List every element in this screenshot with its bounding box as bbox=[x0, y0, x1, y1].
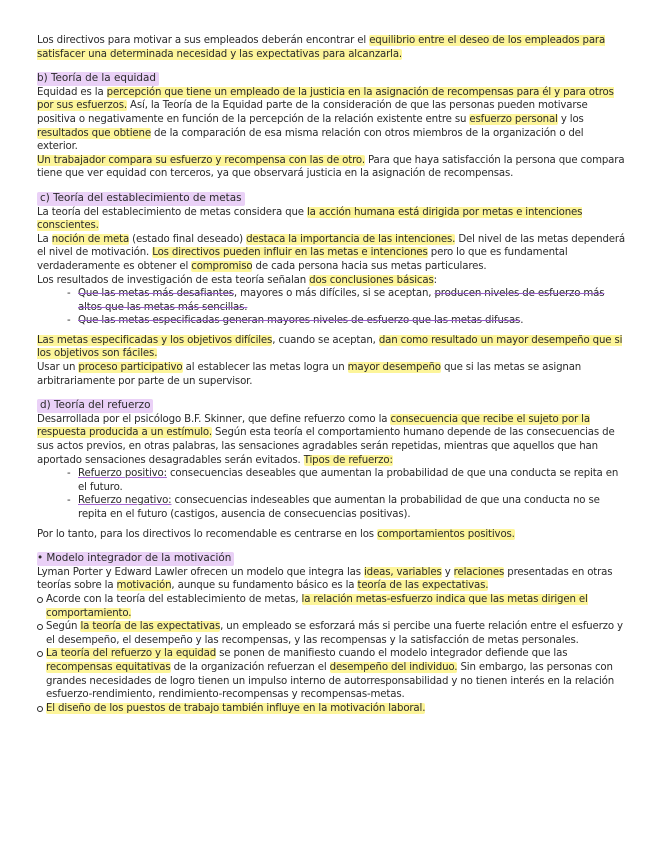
text: , aunque su fundamento básico es la bbox=[171, 580, 358, 592]
equidad-paragraph-1 bbox=[37, 86, 627, 154]
bullet-circle-icon bbox=[37, 651, 43, 657]
highlight: El diseño de los puestos de trabajo también influye en la motivación laboral. bbox=[46, 702, 426, 714]
bullet-circle-icon bbox=[37, 597, 43, 603]
refuerzo-paragraph-2 bbox=[37, 528, 627, 542]
text: Usar un bbox=[37, 362, 79, 374]
list-item bbox=[37, 287, 627, 314]
bullet-item bbox=[37, 593, 627, 620]
highlight: compromiso bbox=[191, 260, 253, 272]
text: La teoría del establecimiento de metas considera que bbox=[37, 206, 307, 218]
metas-paragraph-2 bbox=[37, 233, 627, 274]
text: Sin embargo, las personas con grandes necesidades de logro tienen un impulso interno de autorresponsabilidad y no tienen interés en la relación esfuerzo-rendimiento, rendimiento-recompensas y recompensas-metas. bbox=[46, 661, 615, 701]
metas-paragraph-3 bbox=[37, 274, 627, 288]
text: Lyman Porter y Edward Lawler ofrecen un modelo que integra las bbox=[37, 566, 364, 578]
list-item bbox=[37, 314, 627, 328]
text: Equidad es la bbox=[37, 86, 107, 98]
highlight: recompensas equitativas bbox=[46, 661, 171, 673]
section-heading-modelo: • Modelo integrador de la motivación bbox=[37, 552, 234, 566]
bullet-circle-icon bbox=[37, 624, 43, 630]
refuerzo-paragraph-1 bbox=[37, 413, 627, 467]
text: se ponen de manifiesto cuando el modelo integrador defiende que las bbox=[216, 648, 568, 660]
highlight: proceso participativo bbox=[78, 362, 183, 374]
highlight: percepción que tiene un empleado de la justicia en la asignación de recompensas para él y para otros por sus esfuerzos. bbox=[37, 86, 614, 112]
section-heading-metas: c) Teoría del establecimiento de metas bbox=[37, 192, 245, 206]
text: pero lo que es fundamental verdaderamente es obtener el bbox=[37, 247, 568, 272]
underlined-term: Refuerzo positivo: bbox=[78, 468, 167, 480]
highlight: resultados que obtiene bbox=[37, 127, 151, 139]
text: de la organización refuerzan el bbox=[170, 661, 330, 673]
text: Los resultados de investigación de esta teoría señalan bbox=[37, 274, 310, 286]
dash-marker: - bbox=[67, 288, 71, 300]
text: y los bbox=[557, 113, 584, 125]
highlight: dan como resultado un mayor desempeño que si los objetivos son fáciles. bbox=[37, 334, 623, 360]
text: de cada persona hacia sus metas particulares. bbox=[252, 260, 487, 272]
text: (estado final deseado) bbox=[129, 233, 247, 245]
struck-text: producen niveles de esfuerzo más altos que las metas más sencillas. bbox=[78, 288, 605, 313]
text: presentadas en otras teorías sobre la bbox=[37, 566, 613, 592]
section-heading-equidad: b) Teoría de la equidad bbox=[37, 72, 159, 86]
highlight: teoría de las expectativas. bbox=[357, 580, 489, 592]
text: . bbox=[520, 315, 524, 327]
highlight: relaciones bbox=[453, 566, 505, 578]
bullet-item bbox=[37, 620, 627, 647]
dash-marker: - bbox=[67, 495, 71, 507]
highlight: consecuencia que recibe el sujeto por la respuesta producida a un estímulo. bbox=[37, 413, 590, 439]
highlight: comportamientos positivos. bbox=[377, 528, 515, 540]
highlight: la teoría de las expectativas bbox=[80, 621, 221, 633]
metas-paragraph-4 bbox=[37, 334, 627, 361]
highlight: la acción humana está dirigida por metas e intenciones conscientes. bbox=[37, 206, 583, 232]
highlight: motivación bbox=[116, 580, 172, 592]
highlight: la relación metas-esfuerzo indica que las metas dirigen el comportamiento. bbox=[46, 593, 588, 619]
highlight: equilibrio entre el deseo de los empleados para satisfacer una determinada necesidad y las expectativas para alcanzarla. bbox=[37, 35, 606, 60]
dash-marker: - bbox=[67, 468, 71, 480]
highlight: Tipos de refuerzo: bbox=[303, 454, 393, 466]
text: Así, la Teoría de la Equidad parte de la consideración de que las personas pueden motivarse positiva o negativamente en función de la percepción de la relación existente entre su bbox=[37, 100, 588, 125]
text: consecuencias deseables que aumentan la probabilidad de que una conducta se repita en el futuro. bbox=[78, 468, 619, 493]
metas-paragraph-1 bbox=[37, 206, 627, 233]
text: Según esta teoría el comportamiento humano depende de las consecuencias de sus actos previos, en otras palabras, las sensaciones agradables serán repetidas, mientras que aquellos que han aportado sensaciones desagradables serán evitados. bbox=[37, 427, 615, 466]
text: Los directivos para motivar a sus empleados deberán encontrar el bbox=[37, 35, 370, 46]
highlight: Un trabajador compara su esfuerzo y recompensa con las de otro. bbox=[37, 154, 365, 166]
equidad-paragraph-2 bbox=[37, 154, 627, 181]
text: al establecer las metas logra un bbox=[182, 362, 348, 374]
text: Acorde con la teoría del establecimiento de metas, bbox=[46, 593, 302, 605]
text: , cuando se aceptan, bbox=[272, 334, 379, 346]
metas-paragraph-5 bbox=[37, 361, 627, 388]
highlight: esfuerzo personal bbox=[469, 113, 558, 125]
text: de la comparación de esa misma relación con otros miembros de la organización o del exterior. bbox=[37, 127, 584, 153]
text: La bbox=[37, 233, 52, 245]
section-heading-refuerzo: d) Teoría del refuerzo bbox=[37, 399, 153, 413]
dash-marker: - bbox=[67, 315, 71, 327]
modelo-paragraph-1 bbox=[37, 566, 627, 593]
highlight: La teoría del refuerzo y la equidad bbox=[46, 648, 217, 660]
underlined-term: Refuerzo negativo: bbox=[78, 495, 172, 507]
text: consecuencias indeseables que aumentan la probabilidad de que una conducta no se repita en el futuro (castigos, ausencia de consecuencias positivas). bbox=[78, 495, 600, 520]
bullet-item bbox=[37, 647, 627, 701]
text: Desarrollada por el psicólogo B.F. Skinner, que define refuerzo como la bbox=[37, 413, 391, 425]
highlight: Las metas especificadas y los objetivos difíciles bbox=[37, 334, 273, 346]
highlight: Los directivos pueden influir en las metas e intenciones bbox=[152, 247, 428, 259]
text: y bbox=[441, 566, 454, 578]
highlight: mayor desempeño bbox=[347, 362, 441, 374]
list-item bbox=[37, 494, 627, 521]
bullet-item bbox=[37, 702, 627, 716]
text: Por lo tanto, para los directivos lo recomendable es centrarse en los bbox=[37, 528, 378, 540]
text: Del nivel de las metas dependerá el nivel de motivación. bbox=[37, 233, 626, 259]
list-item bbox=[37, 467, 627, 494]
struck-text: Que las metas especificadas generan mayores niveles de esfuerzo que las metas difusas bbox=[78, 315, 521, 327]
highlight: destaca la importancia de las intenciones. bbox=[246, 233, 456, 245]
text: : bbox=[433, 274, 437, 286]
highlight: desempeño del individuo. bbox=[329, 661, 458, 673]
text: , un empleado se esforzará más si percibe una fuerte relación entre el esfuerzo y el desempeño, el desempeño y las recompensas, y las recompensas y la satisfacción de metas personales. bbox=[46, 621, 623, 646]
text: Para que haya satisfacción la persona que compara tiene que ver equidad con terceros, ya que observará justicia en la asignación de recompensas. bbox=[37, 154, 625, 180]
highlight: noción de meta bbox=[51, 233, 130, 245]
text: , mayores o más difíciles, si se aceptan, bbox=[233, 288, 435, 300]
text: que si las metas se asignan arbitrariamente por parte de un supervisor. bbox=[37, 362, 582, 387]
highlight: ideas, variables bbox=[364, 566, 442, 578]
intro-paragraph bbox=[37, 34, 627, 61]
highlight: dos conclusiones básicas bbox=[309, 274, 434, 286]
struck-text: Que las metas más desafiantes bbox=[78, 288, 234, 300]
bullet-circle-icon bbox=[37, 706, 43, 712]
text: Según bbox=[46, 621, 81, 633]
